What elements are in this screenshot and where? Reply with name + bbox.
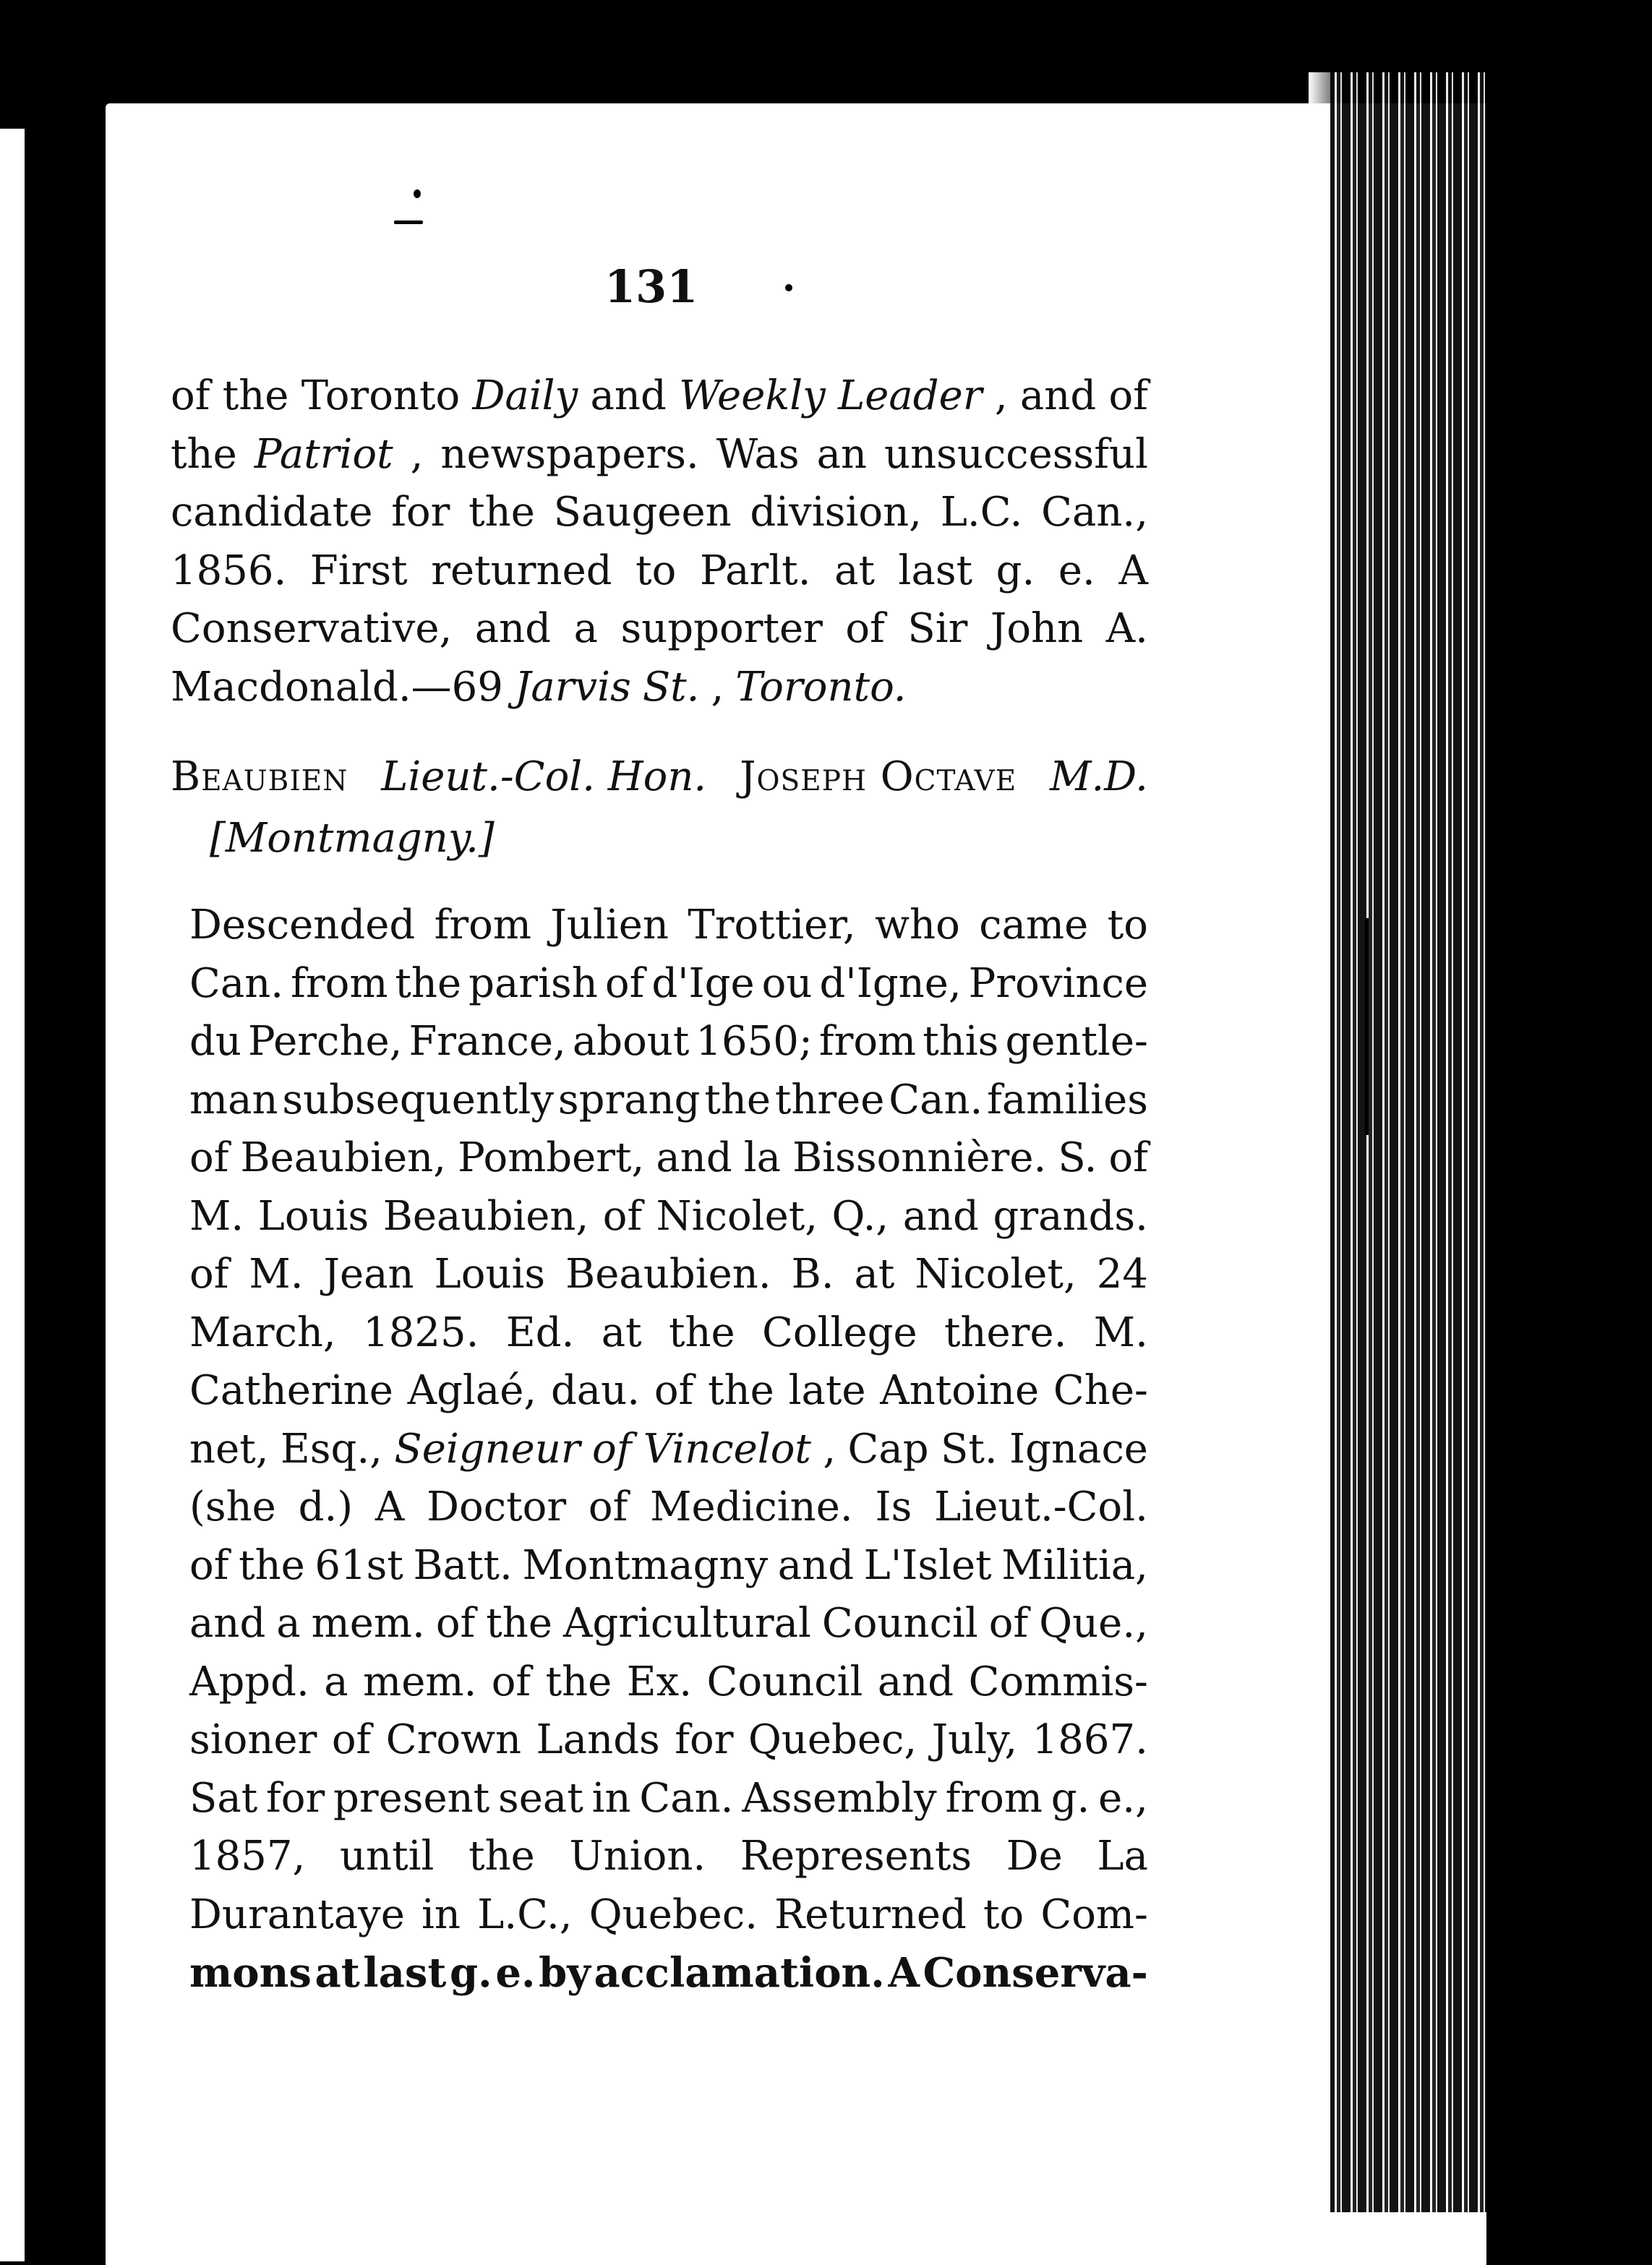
text-line: the Patriot , newspapers. Was an unsuccessful [171,430,1148,478]
entry-title: Lieut.-Col. Hon. [381,753,707,800]
continued-entry-paragraph [171,367,1148,716]
page-number: 131 [604,260,698,313]
text-line: Descended from Julien Trottier, who came to [189,902,1148,949]
text-line: March, 1825. Ed. at the College there. M. [189,1309,1148,1356]
text-line: Can. from the parish of d'Ige ou d'Igne, Province [189,959,1148,1007]
ink-speck [785,284,792,291]
text-line: 1857, until the Union. Represents De La [189,1833,1148,1880]
ink-speck [414,189,421,198]
text-line: M. Louis Beaubien, of Nicolet, Q., and grands. [189,1192,1148,1240]
ink-speck [394,220,423,224]
entry-body-paragraph [189,896,1148,2003]
text-line: of Beaubien, Pombert, and la Bissonnière. S. of [189,1134,1148,1181]
text-line: of the Toronto Daily and Weekly Leader , and of [171,372,1148,419]
book-binding-gutter [1330,72,1489,2212]
entry-constituency: [Montmagny.] [210,815,495,862]
text-line: du Perche, France, about 1650; from this gentle- [189,1018,1148,1065]
entry-heading [171,748,1148,806]
text-line: mons at last g. e. by acclamation. A Conserva- [189,1949,1148,1997]
text-line: sioner of Crown Lands for Quebec, July, 1867. [189,1716,1148,1763]
text-line: (she d.) A Doctor of Medicine. Is Lieut.-Col. [189,1483,1148,1530]
text-line: Durantaye in L.C., Quebec. Returned to Com- [189,1891,1148,1938]
text-line: Appd. a mem. of the Ex. Council and Commis- [189,1658,1148,1705]
scan-right-border [1489,0,1652,2262]
text-line: Catherine Aglaé, dau. of the late Antoine Che- [189,1367,1148,1414]
text-line: 1856. First returned to Parlt. at last g. e. A [171,547,1148,594]
text-line: of M. Jean Louis Beaubien. B. at Nicolet, 24 [189,1251,1148,1298]
entry-given-names: Joseph Octave [740,753,1017,800]
adjacent-page-edge [0,129,25,2261]
text-line: Sat for present seat in Can. Assembly from g. e., [189,1774,1148,1822]
entry-surname: Beaubien [171,753,348,800]
text-line: and a mem. of the Agricultural Council of Que., [189,1600,1148,1647]
entry-suffix: M.D. [1050,753,1148,800]
text-line: man subsequently sprang the three Can. families [189,1076,1148,1123]
text-line: candidate for the Saugeen division, L.C. Can., [171,489,1148,536]
text-line: net, Esq., Seigneur of Vincelot , Cap St. Ignace [189,1425,1148,1473]
text-line: Conservative, and a supporter of Sir John A. [171,605,1148,652]
binding-mark [1365,918,1369,1135]
text-line: of the 61st Batt. Montmagny and L'Islet Militia, [189,1541,1148,1589]
text-line: Macdonald.—69 Jarvis St. , Toronto. [171,663,907,711]
